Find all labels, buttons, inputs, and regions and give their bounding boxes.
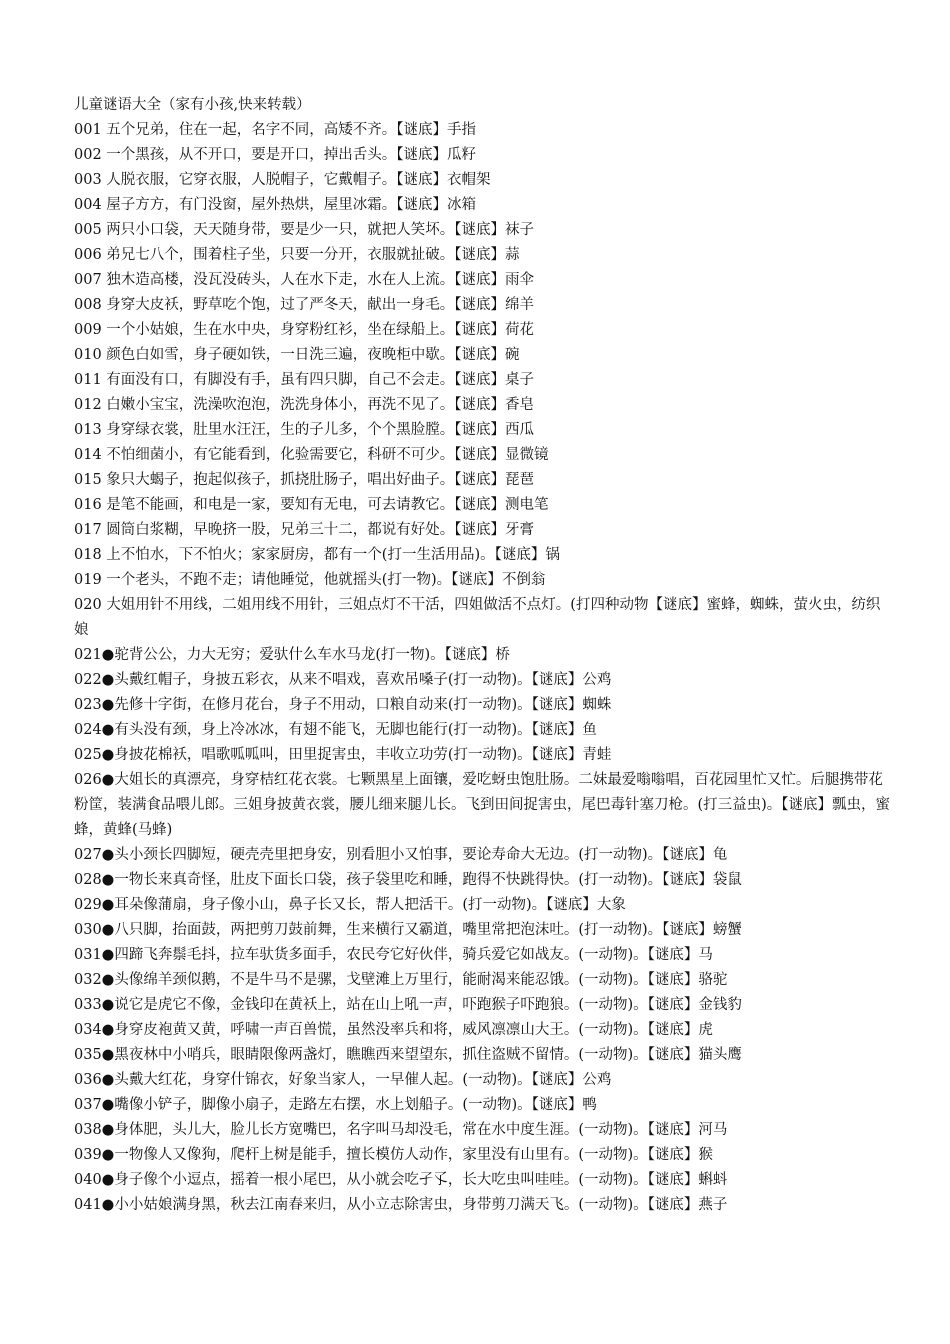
riddle-line: 035●黑夜林中小哨兵，眼睛限像两盏灯，瞧瞧西来望望东，抓住盗贼不留情。(一动物)。【谜底】猫头鹰 (74, 1047, 742, 1063)
riddle-line: 015 象只大蝎子，抱起似孩子，抓挠肚肠子，唱出好曲子。【谜底】琵琶 (74, 472, 535, 488)
riddle-line: 030●八只脚，抬面鼓，两把剪刀鼓前舞，生来横行又霸道，嘴里常把泡沫吐。(打一动物)。【谜底】螃蟹 (74, 922, 742, 938)
riddle-line: 033●说它是虎它不像，金钱印在黄袄上，站在山上吼一声，吓跑猴子吓跑狼。(一动物)。【谜底】金钱豹 (74, 997, 742, 1013)
riddle-line: 007 独木造高楼，没瓦没砖头，人在水下走，水在人上流。【谜底】雨伞 (74, 272, 535, 288)
riddle-line: 029●耳朵像蒲扇，身子像小山，鼻子长又长，帮人把活干。(打一动物)。【谜底】大象 (74, 897, 626, 913)
riddle-line: 027●头小颈长四脚短，硬壳壳里把身安，别看胆小又怕事，要论寿命大无边。(打一动物)。【谜底】龟 (74, 847, 728, 863)
riddle-line: 002 一个黑孩，从不开口，要是开口，掉出舌头。【谜底】瓜籽 (74, 147, 477, 163)
riddle-line: 001 五个兄弟，住在一起，名字不同，高矮不齐。【谜底】手指 (74, 122, 477, 138)
riddle-list (74, 118, 894, 1218)
riddle-line: 038●身体肥，头儿大，脸儿长方宽嘴巴，名字叫马却没毛，常在水中度生涯。(一动物)。【谜底】河马 (74, 1122, 728, 1138)
riddle-line: 040●身子像个小逗点，摇着一根小尾巴，从小就会吃孑孓，长大吃虫叫哇哇。(一动物)。【谜底】蝌蚪 (74, 1172, 728, 1188)
riddle-line: 024●有头没有颈，身上冷冰冰，有翅不能飞，无脚也能行(打一动物)。【谜底】鱼 (74, 722, 597, 738)
riddle-line: 037●嘴像小铲子，脚像小扇子，走路左右摆，水上划船子。(一动物)。【谜底】鸭 (74, 1097, 597, 1113)
riddle-line: 006 弟兄七八个，围着柱子坐，只要一分开，衣服就扯破。【谜底】蒜 (74, 247, 520, 263)
riddle-line: 026●大姐长的真漂亮，身穿桔红花衣裳。七颗黑星上面镶，爱吃蚜虫饱肚肠。二妹最爱嗡嗡唱，百花园里忙又忙。后腿携带花粉筐，装满食品喂儿郎。三姐身披黄衣裳，腰儿细来腿儿长。飞到田间捉害虫，尾巴毒针塞刀枪。(打三益虫)。【谜底】瓢虫，蜜蜂，黄蜂(马蜂) (74, 772, 891, 838)
riddle-line: 019 一个老头，不跑不走；请他睡觉，他就摇头(打一物)。【谜底】不倒翁 (74, 572, 546, 588)
riddle-line: 003 人脱衣服，它穿衣服，人脱帽子，它戴帽子。【谜底】衣帽架 (74, 172, 491, 188)
document-title: 儿童谜语大全（家有小孩,快来转载） (74, 97, 311, 113)
riddle-line: 039●一物像人又像狗，爬杆上树是能手，擅长模仿人动作，家里没有山里有。(一动物)。【谜底】猴 (74, 1147, 713, 1163)
riddle-line: 018 上不怕水，下不怕火；家家厨房，都有一个(打一生活用品)。【谜底】锅 (74, 547, 560, 563)
riddle-line: 036●头戴大红花，身穿什锦衣，好象当家人，一早催人起。(一动物)。【谜底】公鸡 (74, 1072, 612, 1088)
riddle-line: 016 是笔不能画，和电是一家，要知有无电，可去请教它。【谜底】测电笔 (74, 497, 549, 513)
riddle-line: 012 白嫩小宝宝，洗澡吹泡泡，洗洗身体小，再洗不见了。【谜底】香皂 (74, 397, 535, 413)
riddle-line: 023●先修十字街，在修月花台，身子不用动，口粮自动来(打一动物)。【谜底】蜘蛛 (74, 697, 612, 713)
riddle-line: 031●四蹄飞奔鬃毛抖，拉车驮货多面手，农民夸它好伙伴，骑兵爱它如战友。(一动物)。【谜底】马 (74, 947, 713, 963)
riddle-line: 011 有面没有口，有脚没有手，虽有四只脚，自己不会走。【谜底】桌子 (74, 372, 535, 388)
riddle-line: 028●一物长来真奇怪，肚皮下面长口袋，孩子袋里吃和睡，跑得不快跳得快。(打一动物)。【谜底】袋鼠 (74, 872, 742, 888)
riddle-line: 009 一个小姑娘，生在水中央，身穿粉红衫，坐在绿船上。【谜底】荷花 (74, 322, 535, 338)
riddle-line: 005 两只小口袋，天天随身带，要是少一只，就把人笑坏。【谜底】袜子 (74, 222, 535, 238)
riddle-line: 004 屋子方方，有门没窗，屋外热烘，屋里冰霜。【谜底】冰箱 (74, 197, 477, 213)
riddle-line: 022●头戴红帽子，身披五彩衣，从来不唱戏，喜欢吊嗓子(打一动物)。【谜底】公鸡 (74, 672, 612, 688)
riddle-line: 020 大姐用针不用线，二姐用线不用针，三姐点灯不干活，四姐做活不点灯。(打四种动物【谜底】蜜蜂，蜘蛛，萤火虫，纺织娘 (74, 597, 881, 638)
riddle-line: 014 不怕细菌小，有它能看到，化验需要它，科研不可少。【谜底】显微镜 (74, 447, 549, 463)
riddle-line: 025●身披花棉袄，唱歌呱呱叫，田里捉害虫，丰收立功劳(打一动物)。【谜底】青蛙 (74, 747, 612, 763)
riddle-line: 008 身穿大皮袄，野草吃个饱，过了严冬天，献出一身毛。【谜底】绵羊 (74, 297, 535, 313)
riddle-line: 034●身穿皮袍黄又黄，呼啸一声百兽慌，虽然没率兵和将，威风凛凛山大王。(一动物)。【谜底】虎 (74, 1022, 713, 1038)
riddle-line: 013 身穿绿衣裳，肚里水汪汪，生的子儿多，个个黑脸膛。【谜底】西瓜 (74, 422, 535, 438)
riddle-line: 010 颜色白如雪，身子硬如铁，一日洗三遍，夜晚柜中歇。【谜底】碗 (74, 347, 520, 363)
riddle-line: 021●驼背公公，力大无穷；爱驮什么车水马龙(打一物)。【谜底】桥 (74, 647, 510, 663)
document-body (74, 93, 894, 1218)
riddle-line: 041●小小姑娘满身黑，秋去江南春来归，从小立志除害虫，身带剪刀满天飞。(一动物)。【谜底】燕子 (74, 1197, 728, 1213)
riddle-line: 032●头像绵羊颈似鹅，不是牛马不是骡，戈壁滩上万里行，能耐渴来能忍饿。(一动物)。【谜底】骆驼 (74, 972, 728, 988)
riddle-line: 017 圆筒白浆糊，早晚挤一股，兄弟三十二，都说有好处。【谜底】牙膏 (74, 522, 535, 538)
